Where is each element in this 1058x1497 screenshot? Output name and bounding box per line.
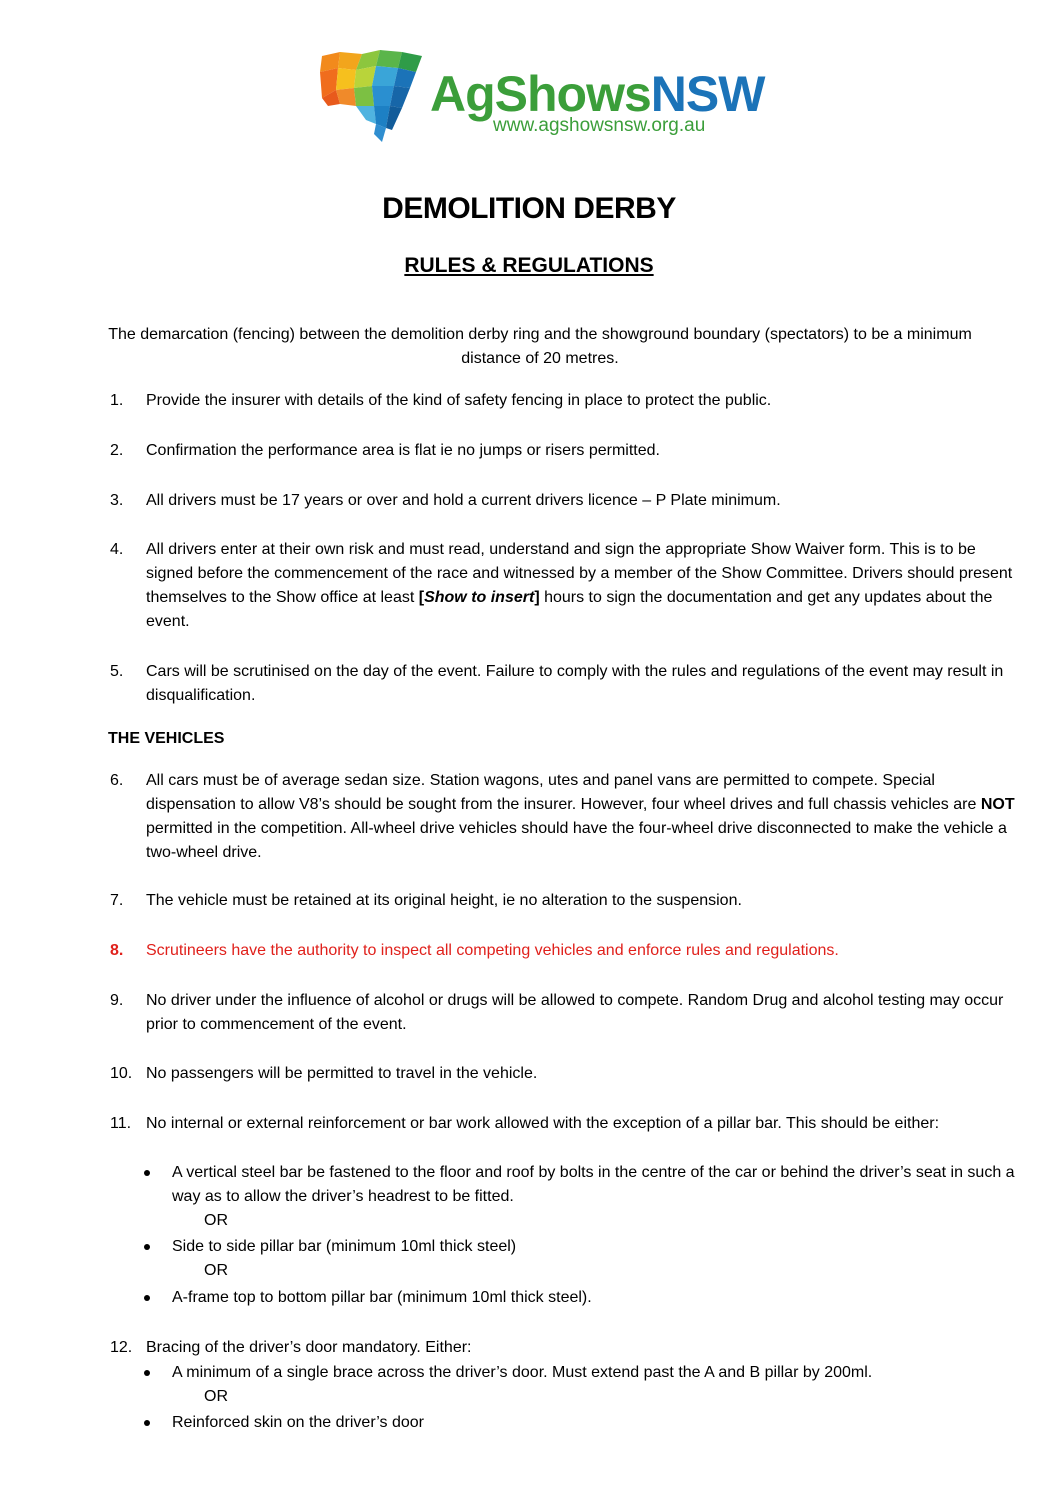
bracket-close: ] (534, 589, 540, 606)
nsw-map-icon (318, 48, 430, 148)
brand-nsw: NSW (650, 66, 765, 122)
rule-number: 6. (110, 772, 124, 789)
or-label: OR (204, 1212, 228, 1229)
bullet-icon (144, 1295, 150, 1301)
rule-text (146, 538, 1021, 634)
rule-text: Cars will be scrutinised on the day of the event. Failure to comply with the rules and regulations of the event may result in disqualification. (146, 663, 1004, 704)
rule-text-part: All cars must be of average sedan size. Station wagons, utes and panel vans are permitted to compete. Special dispensation to allow V8’s should be sought from the insurer. However, four wheel drives and full chassis vehicles are (146, 772, 981, 813)
rule-number: 4. (110, 541, 124, 558)
bullet-icon (144, 1170, 150, 1176)
rule-text: All drivers must be 17 years or over and hold a current drivers licence – P Plate minimum. (146, 492, 781, 509)
bullet-icon (144, 1244, 150, 1250)
rule-number: 10. (110, 1065, 133, 1082)
emphasis-not: NOT (980, 796, 1015, 813)
section-heading-vehicles: THE VEHICLES (108, 730, 225, 747)
bullet-text: A vertical steel bar be fastened to the floor and roof by bolts in the centre of the car or behind the driver’s seat in such a way as to allow the driver’s headrest to be fitted. (172, 1164, 1015, 1205)
rule-number: 1. (110, 392, 124, 409)
rule-text: Provide the insurer with details of the kind of safety fencing in place to protect the public. (146, 392, 772, 409)
rule-number: 12. (110, 1339, 133, 1356)
rule-text-part: permitted in the competition. All-wheel drive vehicles should have the four-wheel drive disconnected to make the vehicle a two-wheel drive. (146, 820, 1007, 861)
rule-text: Confirmation the performance area is flat ie no jumps or risers permitted. (146, 442, 660, 459)
rule-text-part: hours to sign the documentation and get any updates about the event. (146, 589, 993, 630)
rule-number: 5. (110, 663, 124, 680)
or-label: OR (204, 1388, 228, 1405)
rule-number: 3. (110, 492, 124, 509)
rule-text: No passengers will be permitted to travel in the vehicle. (146, 1065, 538, 1082)
rule-text: No internal or external reinforcement or bar work allowed with the exception of a pillar bar. This should be either: (146, 1115, 940, 1132)
page-subtitle: RULES & REGULATIONS (404, 254, 654, 277)
bullet-text: A-frame top to bottom pillar bar (minimum 10ml thick steel). (172, 1289, 592, 1306)
brand-url: www.agshowsnsw.org.au (493, 115, 706, 136)
show-to-insert-placeholder: Show to insert (424, 589, 535, 606)
brand-ag: AgShows (430, 66, 651, 122)
bracket-open: [ (418, 589, 425, 606)
rule-text: Bracing of the driver’s door mandatory. Either: (146, 1339, 472, 1356)
intro-paragraph: The demarcation (fencing) between the demolition derby ring and the showground boundary (spectators) to be a minimum distance of 20 metres. (108, 326, 972, 367)
rule-number: 9. (110, 992, 124, 1009)
rule-text: The vehicle must be retained at its original height, ie no alteration to the suspension. (146, 892, 742, 909)
brand-name (430, 66, 764, 122)
rule-text-part: All drivers enter at their own risk and must read, understand and sign the appropriate Show Waiver form. This is to be signed before the commencement of the race and witnessed by a member of the Show Committee. Drivers should present themselves to the Show office at least (146, 541, 1013, 606)
rule-number: 11. (110, 1115, 132, 1132)
rule-text: No driver under the influence of alcohol or drugs will be allowed to compete. Random Drug and alcohol testing may occur prior to commencement of the event. (146, 992, 1004, 1033)
bullet-text: Reinforced skin on the driver’s door (172, 1414, 424, 1431)
agshows-logo (318, 48, 765, 148)
rule-text (146, 769, 1021, 865)
bullet-icon (144, 1420, 150, 1426)
or-label: OR (204, 1262, 228, 1279)
rule-number: 7. (110, 892, 124, 909)
rule-number: 8. (110, 942, 124, 959)
page-title: DEMOLITION DERBY (382, 192, 676, 225)
rule-number: 2. (110, 442, 124, 459)
bullet-text: A minimum of a single brace across the driver’s door. Must extend past the A and B pillar by 200ml. (172, 1364, 873, 1381)
rule-text: Scrutineers have the authority to inspect all competing vehicles and enforce rules and regulations. (146, 942, 839, 959)
bullet-text: Side to side pillar bar (minimum 10ml thick steel) (172, 1238, 517, 1255)
bullet-icon (144, 1370, 150, 1376)
